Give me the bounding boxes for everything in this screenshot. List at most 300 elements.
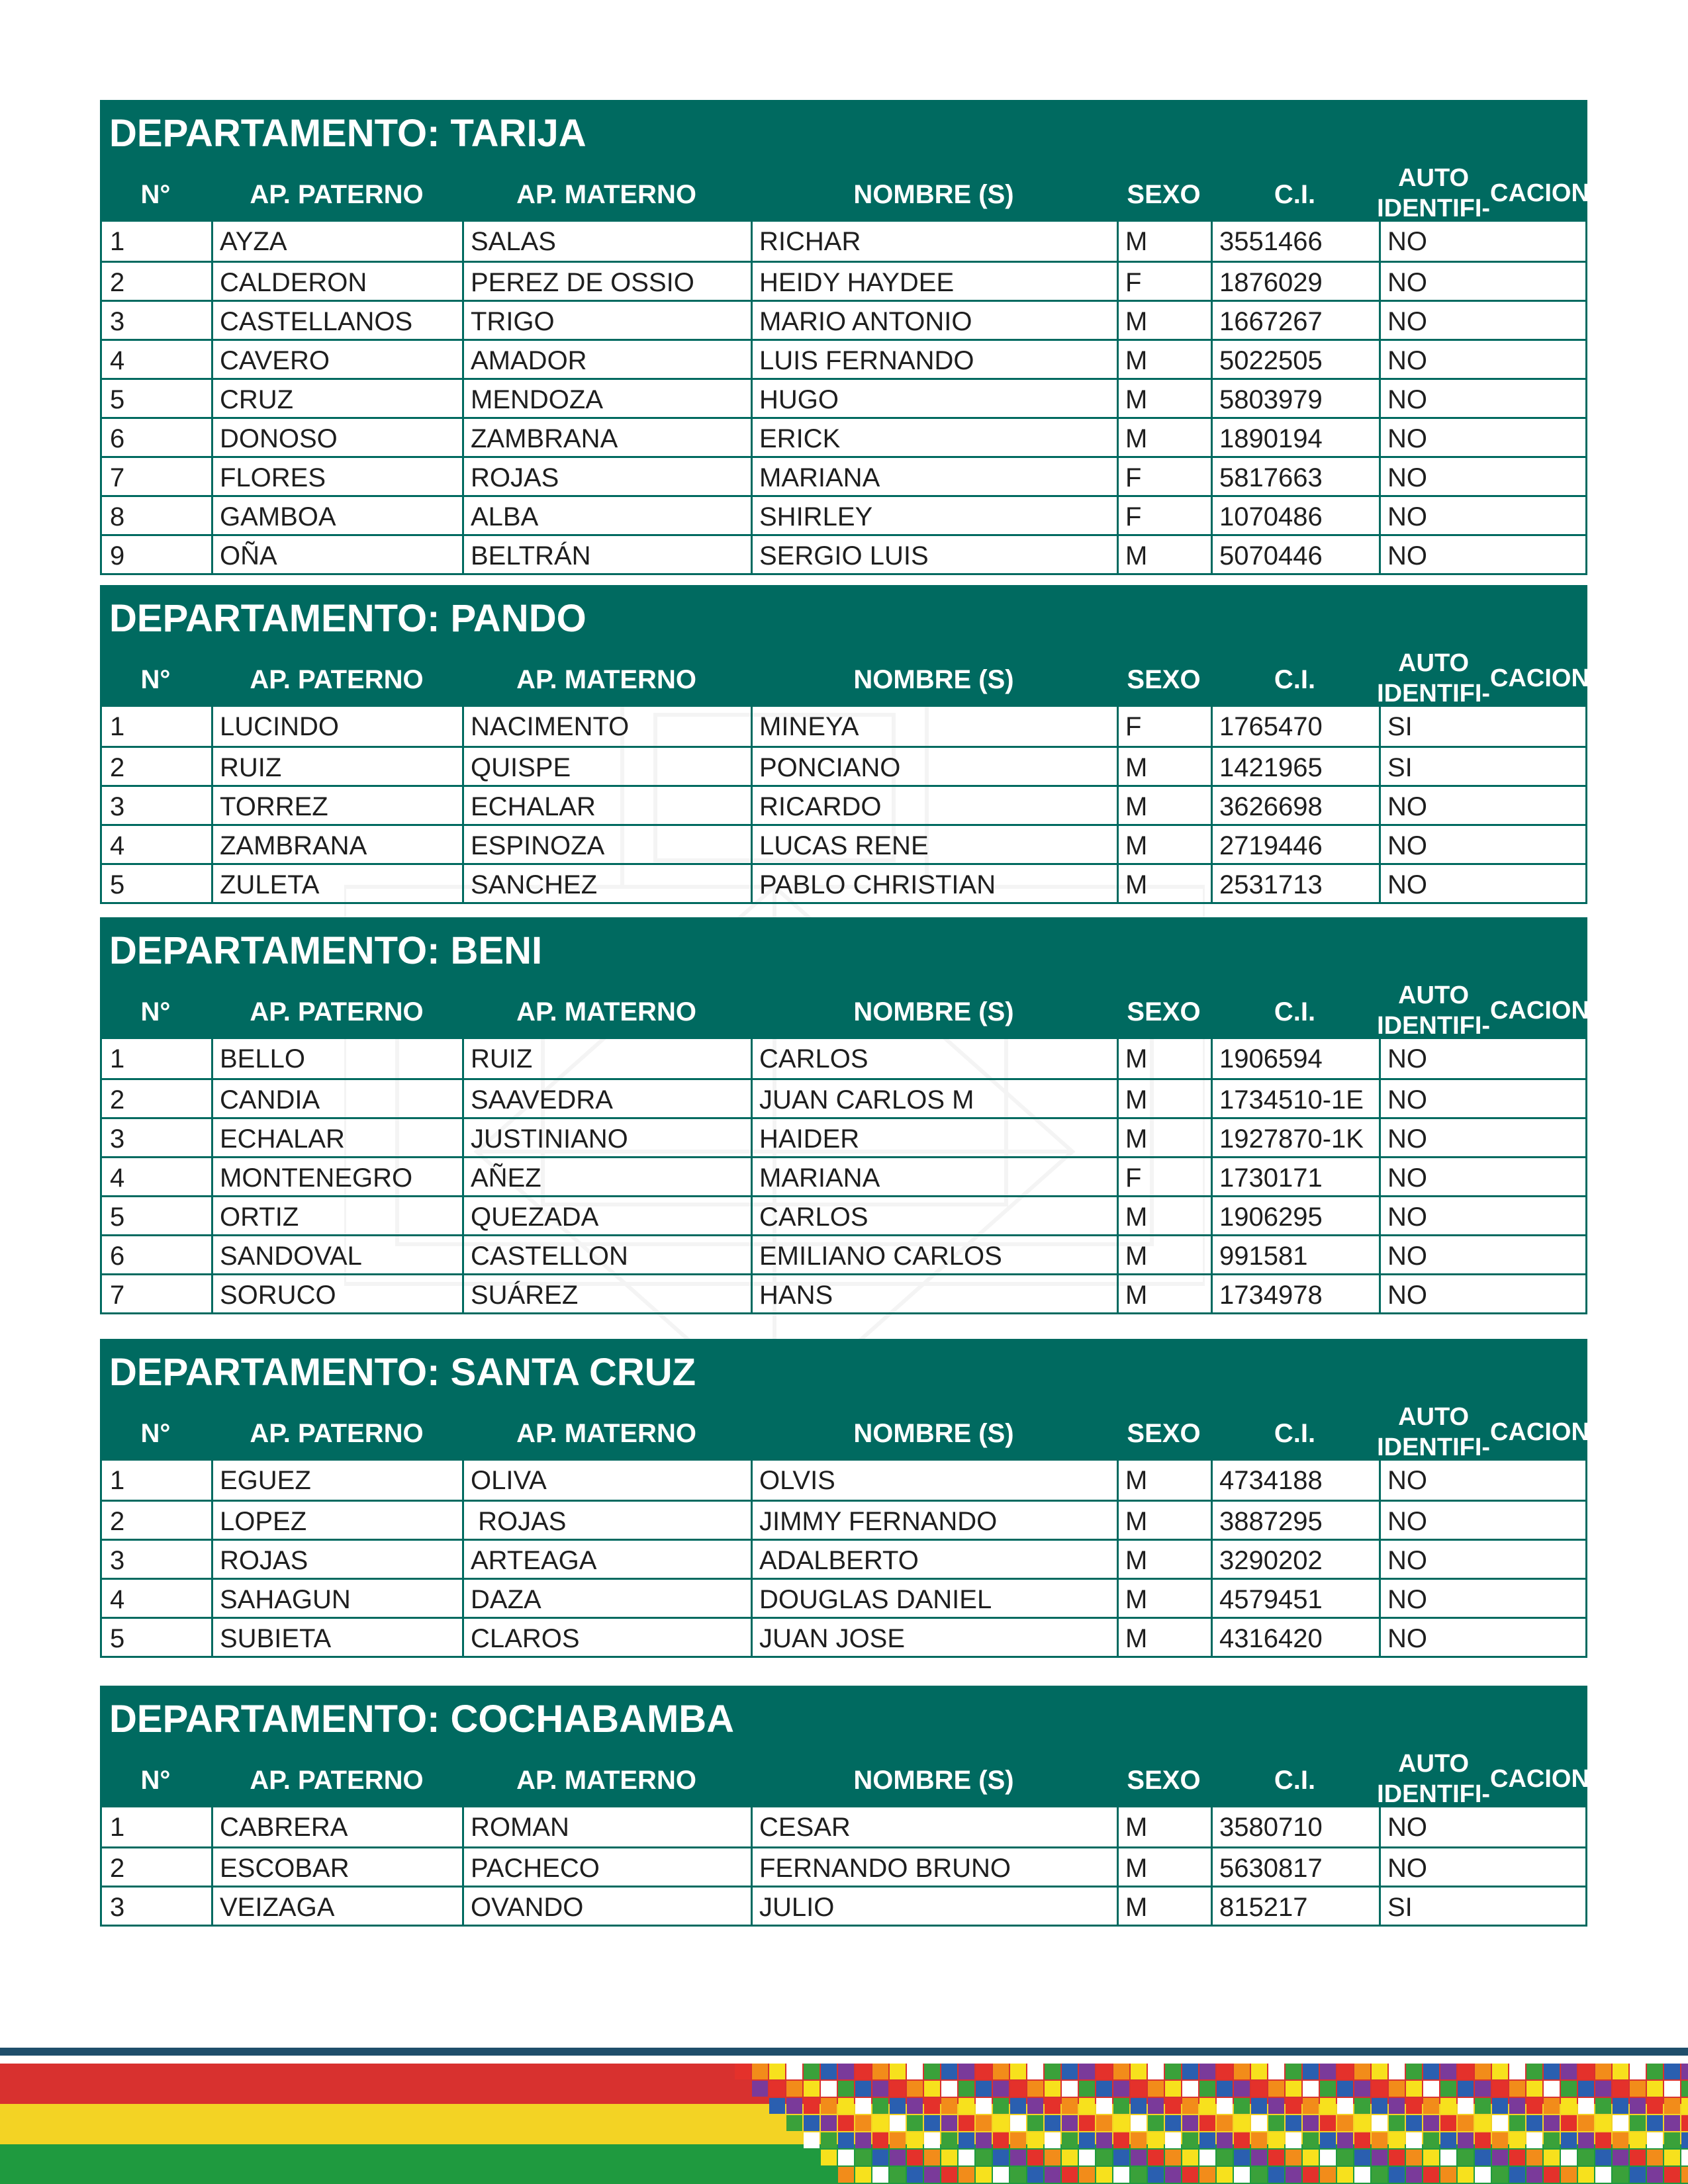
wiphala-square [1613, 2150, 1628, 2165]
wiphala-square [1096, 2115, 1112, 2131]
wiphala-square [1148, 2167, 1164, 2183]
column-header-auto [1379, 649, 1587, 707]
wiphala-square [1182, 2064, 1198, 2079]
wiphala-square [1372, 2132, 1387, 2148]
column-header-num: N° [140, 997, 171, 1026]
wiphala-square [872, 2115, 888, 2131]
wiphala-square [1286, 2150, 1301, 2165]
wiphala-square [1613, 2115, 1628, 2131]
wiphala-square [1681, 2064, 1688, 2079]
wiphala-square [821, 2150, 837, 2165]
table-cell: SORUCO [211, 1275, 462, 1312]
wiphala-square [1337, 2081, 1353, 2097]
wiphala-square [786, 2115, 802, 2131]
table-cell: 2 [110, 1854, 125, 1883]
table-cell: 5 [110, 1624, 125, 1653]
table-cell: NO [1379, 458, 1585, 495]
column-header-nombre: NOMBRE (S) [853, 180, 1014, 209]
wiphala-square [1010, 2115, 1026, 2131]
wiphala-square [855, 2081, 871, 2097]
auto-header-line1: AUTO IDENTIFI- [1377, 649, 1491, 707]
table-cell: SAAVEDRA [462, 1080, 751, 1117]
wiphala-square [1303, 2081, 1319, 2097]
wiphala-square [1664, 2098, 1680, 2114]
table-cell: 3 [110, 792, 125, 821]
wiphala-square [1630, 2167, 1646, 2183]
wiphala-square [1251, 2098, 1267, 2114]
wiphala-square [941, 2064, 957, 2079]
table-cell: SAHAGUN [211, 1580, 462, 1617]
wiphala-square [1303, 2132, 1319, 2148]
column-header-ci: C.I. [1274, 1419, 1316, 1448]
table-cell: ALBA [462, 497, 751, 534]
column-header-nombre: NOMBRE (S) [853, 1766, 1014, 1795]
table-cell: NO [1379, 1080, 1585, 1117]
table-cell: 2 [110, 1085, 125, 1115]
wiphala-square [1630, 2064, 1646, 2079]
wiphala-square [1595, 2115, 1611, 2131]
table-row [102, 1156, 1585, 1195]
wiphala-square [1079, 2167, 1095, 2183]
table-cell: ORTIZ [211, 1197, 462, 1234]
wiphala-square [1165, 2150, 1181, 2165]
wiphala-square [1234, 2167, 1250, 2183]
wiphala-square [804, 2098, 820, 2114]
table-row [102, 1807, 1585, 1846]
column-header-paterno: AP. PATERNO [250, 665, 424, 694]
wiphala-square [993, 2167, 1009, 2183]
table-cell: NO [1379, 1197, 1585, 1234]
wiphala-square [1182, 2115, 1198, 2131]
wiphala-square [1096, 2150, 1112, 2165]
wiphala-square [1096, 2132, 1112, 2148]
table-cell: ERICK [751, 419, 1117, 456]
table-cell: AÑEZ [462, 1158, 751, 1195]
wiphala-square [1303, 2064, 1319, 2079]
table-cell: NO [1379, 380, 1585, 417]
table-row [102, 1039, 1585, 1078]
column-header-paterno: AP. PATERNO [250, 1766, 424, 1795]
wiphala-square [1113, 2081, 1129, 2097]
wiphala-square [1045, 2098, 1060, 2114]
table-cell: JUSTINIANO [462, 1119, 751, 1156]
wiphala-square [1062, 2081, 1078, 2097]
wiphala-square [1251, 2115, 1267, 2131]
table-cell: M [1117, 1807, 1211, 1846]
wiphala-square [1113, 2115, 1129, 2131]
column-header-sexo: SEXO [1127, 997, 1201, 1026]
wiphala-square [1079, 2098, 1095, 2114]
wiphala-square [924, 2081, 940, 2097]
wiphala-square [1354, 2098, 1370, 2114]
wiphala-square [1544, 2115, 1560, 2131]
table-cell: JUAN CARLOS M [751, 1080, 1117, 1117]
wiphala-square [1148, 2064, 1164, 2079]
table-cell: NO [1379, 302, 1585, 339]
department-title: DEPARTAMENTO: COCHABAMBA [109, 1698, 735, 1741]
wiphala-square [1389, 2064, 1405, 2079]
wiphala-square [1595, 2064, 1611, 2079]
wiphala-square [1165, 2167, 1181, 2183]
table-cell: EMILIANO CARLOS [751, 1236, 1117, 1273]
wiphala-square [838, 2081, 854, 2097]
wiphala-square [1526, 2115, 1542, 2131]
table-cell: NO [1379, 1461, 1585, 1500]
wiphala-square [1458, 2150, 1474, 2165]
table-cell: NO [1379, 1580, 1585, 1617]
table-cell: PACHECO [462, 1848, 751, 1886]
wiphala-square [1458, 2115, 1474, 2131]
wiphala-square [855, 2167, 871, 2183]
table-body [100, 1039, 1587, 1314]
table-cell: CARLOS [751, 1197, 1117, 1234]
table-cell: ECHALAR [462, 787, 751, 824]
table-cell: 2 [110, 753, 125, 782]
table-cell: AYZA [211, 222, 462, 261]
table-cell: SUÁREZ [462, 1275, 751, 1312]
wiphala-square [1286, 2115, 1301, 2131]
wiphala-square [1423, 2132, 1439, 2148]
table-cell: ROJAS [462, 458, 751, 495]
table-cell: 7 [110, 1281, 125, 1310]
table-cell: HAIDER [751, 1119, 1117, 1156]
table-cell: DOUGLAS DANIEL [751, 1580, 1117, 1617]
wiphala-square [1131, 2098, 1147, 2114]
wiphala-square [1664, 2132, 1680, 2148]
table-cell: OVANDO [462, 1888, 751, 1925]
wiphala-square [1492, 2167, 1508, 2183]
wiphala-square [1148, 2081, 1164, 2097]
wiphala-square [1423, 2081, 1439, 2097]
wiphala-square [1544, 2081, 1560, 2097]
table-cell: ECHALAR [211, 1119, 462, 1156]
wiphala-square [1286, 2167, 1301, 2183]
table-cell: ESPINOZA [462, 826, 751, 863]
department-table [100, 917, 1587, 1314]
table-cell: BELLO [211, 1039, 462, 1078]
table-cell: BELTRÁN [462, 536, 751, 573]
table-cell: NO [1379, 536, 1585, 573]
wiphala-square [821, 2132, 837, 2148]
wiphala-square [1251, 2064, 1267, 2079]
wiphala-square [1406, 2167, 1422, 2183]
wiphala-square [1509, 2115, 1525, 2131]
table-cell: PEREZ DE OSSIO [462, 263, 751, 300]
table-cell: NO [1379, 1039, 1585, 1078]
wiphala-square [1647, 2167, 1663, 2183]
wiphala-square [1165, 2115, 1181, 2131]
wiphala-square [1440, 2081, 1456, 2097]
wiphala-square [1096, 2064, 1112, 2079]
wiphala-square [1406, 2081, 1422, 2097]
wiphala-square [1165, 2132, 1181, 2148]
wiphala-square [1354, 2115, 1370, 2131]
wiphala-square [1062, 2167, 1078, 2183]
wiphala-square [1630, 2115, 1646, 2131]
wiphala-square [976, 2132, 992, 2148]
table-cell: AMADOR [462, 341, 751, 378]
wiphala-square [821, 2081, 837, 2097]
wiphala-square [1440, 2064, 1456, 2079]
wiphala-square [1354, 2132, 1370, 2148]
wiphala-square [1268, 2098, 1284, 2114]
table-cell: ESCOBAR [211, 1848, 462, 1886]
wiphala-square [907, 2064, 923, 2079]
wiphala-square [1630, 2132, 1646, 2148]
table-cell: F [1117, 458, 1211, 495]
table-cell: 1667267 [1211, 302, 1379, 339]
wiphala-square [1440, 2132, 1456, 2148]
table-row [102, 495, 1585, 534]
wiphala-square [1113, 2132, 1129, 2148]
table-row [102, 261, 1585, 300]
column-headers [100, 1749, 1587, 1807]
table-cell: ROJAS [462, 1502, 751, 1539]
wiphala-square [1681, 2081, 1688, 2097]
wiphala-square [1406, 2115, 1422, 2131]
wiphala-square [804, 2081, 820, 2097]
table-row [102, 1617, 1585, 1656]
table-cell: OÑA [211, 536, 462, 573]
table-cell: M [1117, 1619, 1211, 1656]
wiphala-square [855, 2132, 871, 2148]
wiphala-square [1475, 2150, 1491, 2165]
wiphala-square [959, 2150, 974, 2165]
table-header [100, 1339, 1587, 1461]
table-cell: 3 [110, 307, 125, 336]
table-cell: OLVIS [751, 1461, 1117, 1500]
table-cell: SI [1379, 1888, 1585, 1925]
wiphala-square [821, 2098, 837, 2114]
table-body [100, 707, 1587, 904]
table-cell: CRUZ [211, 380, 462, 417]
wiphala-square [1475, 2115, 1491, 2131]
wiphala-square [1268, 2064, 1284, 2079]
column-header-num: N° [140, 180, 171, 209]
wiphala-square [1372, 2150, 1387, 2165]
table-cell: M [1117, 1197, 1211, 1234]
table-cell: 6 [110, 424, 125, 453]
wiphala-square [1509, 2081, 1525, 2097]
wiphala-square [1372, 2115, 1387, 2131]
wiphala-square [1492, 2098, 1508, 2114]
table-cell: MARIO ANTONIO [751, 302, 1117, 339]
table-cell: 1070486 [1211, 497, 1379, 534]
column-header-nombre: NOMBRE (S) [853, 997, 1014, 1026]
wiphala-square [1062, 2115, 1078, 2131]
wiphala-square [1372, 2098, 1387, 2114]
wiphala-square [959, 2167, 974, 2183]
wiphala-square [1526, 2132, 1542, 2148]
column-header-ci: C.I. [1274, 997, 1316, 1026]
wiphala-square [1423, 2064, 1439, 2079]
table-cell: 2719446 [1211, 826, 1379, 863]
table-cell: ZAMBRANA [211, 826, 462, 863]
table-cell: 4316420 [1211, 1619, 1379, 1656]
table-cell: 5070446 [1211, 536, 1379, 573]
wiphala-square [1217, 2167, 1233, 2183]
wiphala-square [1148, 2132, 1164, 2148]
wiphala-square [1320, 2132, 1336, 2148]
wiphala-square [1475, 2064, 1491, 2079]
table-cell: M [1117, 1039, 1211, 1078]
wiphala-square [1458, 2167, 1474, 2183]
wiphala-square [1165, 2081, 1181, 2097]
wiphala-square [924, 2150, 940, 2165]
table-cell: NO [1379, 865, 1585, 902]
column-header-nombre: NOMBRE (S) [853, 1419, 1014, 1448]
table-cell: ROMAN [462, 1807, 751, 1846]
wiphala-square [976, 2098, 992, 2114]
wiphala-square [1647, 2098, 1663, 2114]
wiphala-square [924, 2098, 940, 2114]
table-row [102, 1500, 1585, 1539]
wiphala-square [1509, 2098, 1525, 2114]
table-cell: SALAS [462, 222, 751, 261]
wiphala-square [1664, 2150, 1680, 2165]
wiphala-square [993, 2098, 1009, 2114]
wiphala-square [1199, 2081, 1215, 2097]
wiphala-square [1681, 2115, 1688, 2131]
table-cell: 2 [110, 1507, 125, 1536]
table-cell: 3580710 [1211, 1807, 1379, 1846]
table-cell: M [1117, 787, 1211, 824]
wiphala-square [1217, 2115, 1233, 2131]
table-row [102, 1117, 1585, 1156]
wiphala-square [1165, 2064, 1181, 2079]
wiphala-square [1182, 2132, 1198, 2148]
wiphala-square [907, 2081, 923, 2097]
table-cell: NO [1379, 1119, 1585, 1156]
wiphala-square [941, 2098, 957, 2114]
table-cell: NO [1379, 1807, 1585, 1846]
wiphala-square [1681, 2132, 1688, 2148]
table-cell: JULIO [751, 1888, 1117, 1925]
table-cell: MENDOZA [462, 380, 751, 417]
wiphala-square [769, 2098, 785, 2114]
table-cell: FERNANDO BRUNO [751, 1848, 1117, 1886]
table-cell: 5 [110, 385, 125, 414]
table-cell: NO [1379, 222, 1585, 261]
table-cell: NO [1379, 1236, 1585, 1273]
wiphala-square [1148, 2115, 1164, 2131]
wiphala-square [1027, 2064, 1043, 2079]
table-cell: 1906594 [1211, 1039, 1379, 1078]
wiphala-square [1561, 2150, 1577, 2165]
wiphala-square [1526, 2064, 1542, 2079]
table-header [100, 1686, 1587, 1807]
table-cell: 3626698 [1211, 787, 1379, 824]
wiphala-square [1010, 2167, 1026, 2183]
wiphala-square [872, 2150, 888, 2165]
wiphala-square [1251, 2081, 1267, 2097]
table-row [102, 300, 1585, 339]
table-cell: M [1117, 1119, 1211, 1156]
wiphala-square [1320, 2064, 1336, 2079]
wiphala-square [1681, 2167, 1688, 2183]
wiphala-square [1096, 2098, 1112, 2114]
wiphala-square [1217, 2064, 1233, 2079]
wiphala-square [1406, 2098, 1422, 2114]
table-cell: 3551466 [1211, 222, 1379, 261]
table-cell: 3887295 [1211, 1502, 1379, 1539]
department-title: DEPARTAMENTO: PANDO [109, 597, 586, 640]
wiphala-square [1199, 2098, 1215, 2114]
wiphala-square [1217, 2150, 1233, 2165]
wiphala-square [1578, 2167, 1594, 2183]
table-cell: CLAROS [462, 1619, 751, 1656]
table-cell: NO [1379, 1502, 1585, 1539]
table-cell: RUIZ [462, 1039, 751, 1078]
wiphala-square [993, 2081, 1009, 2097]
table-cell: M [1117, 748, 1211, 785]
wiphala-square [1544, 2064, 1560, 2079]
wiphala-square [1544, 2098, 1560, 2114]
wiphala-square [872, 2167, 888, 2183]
wiphala-square [924, 2132, 940, 2148]
wiphala-square [1182, 2081, 1198, 2097]
wiphala-square [1475, 2081, 1491, 2097]
table-cell: F [1117, 1158, 1211, 1195]
wiphala-square [1389, 2150, 1405, 2165]
table-cell: NO [1379, 826, 1585, 863]
wiphala-square [1096, 2081, 1112, 2097]
table-row [102, 1461, 1585, 1500]
wiphala-square [976, 2064, 992, 2079]
wiphala-square [907, 2167, 923, 2183]
table-cell: VEIZAGA [211, 1888, 462, 1925]
wiphala-square [1578, 2150, 1594, 2165]
wiphala-square [1148, 2098, 1164, 2114]
wiphala-square [1458, 2098, 1474, 2114]
wiphala-square [1251, 2150, 1267, 2165]
table-cell: DAZA [462, 1580, 751, 1617]
table-cell: CALDERON [211, 263, 462, 300]
wiphala-square [924, 2064, 940, 2079]
auto-header-line2: CACION [1490, 1765, 1589, 1793]
wiphala-square [821, 2064, 837, 2079]
table-cell: 1876029 [1211, 263, 1379, 300]
column-header-auto [1379, 1749, 1587, 1807]
wiphala-square [1389, 2115, 1405, 2131]
column-header-sexo: SEXO [1127, 1419, 1201, 1448]
table-cell: 1 [110, 1044, 125, 1073]
wiphala-square [993, 2150, 1009, 2165]
wiphala-square [1561, 2064, 1577, 2079]
wiphala-square [1595, 2132, 1611, 2148]
wiphala-square [1320, 2115, 1336, 2131]
wiphala-square [1320, 2098, 1336, 2114]
wiphala-square [1113, 2064, 1129, 2079]
table-cell: CARLOS [751, 1039, 1117, 1078]
wiphala-square [941, 2167, 957, 2183]
wiphala-square [1027, 2150, 1043, 2165]
table-cell: NO [1379, 1275, 1585, 1312]
table-cell: 5 [110, 870, 125, 899]
wiphala-square [1199, 2115, 1215, 2131]
wiphala-square [941, 2081, 957, 2097]
table-cell: NO [1379, 1158, 1585, 1195]
wiphala-square [1354, 2064, 1370, 2079]
table-cell: CASTELLANOS [211, 302, 462, 339]
wiphala-square [1286, 2081, 1301, 2097]
wiphala-square [838, 2115, 854, 2131]
table-cell: DONOSO [211, 419, 462, 456]
department-table [100, 1339, 1587, 1658]
wiphala-square [907, 2132, 923, 2148]
table-cell: HANS [751, 1275, 1117, 1312]
wiphala-square [1492, 2064, 1508, 2079]
